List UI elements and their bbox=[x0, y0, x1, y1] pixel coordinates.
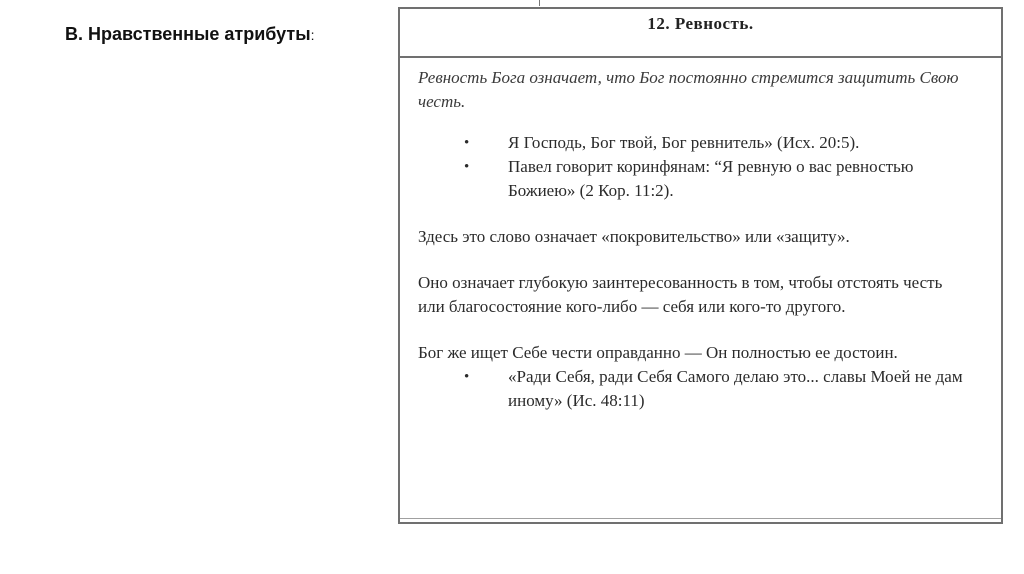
lead-paragraph: Ревность Бога означает, что Бог постоянно стремится защитить Свою честь. bbox=[418, 68, 959, 111]
paragraph-interest: Оно означает глубокую заинтересованность в том, чтобы отстоять честь или благосостояние кого-либо — себя или кого-то другого. bbox=[418, 273, 943, 316]
bullet-list-quotes bbox=[418, 131, 973, 203]
document-title: 12. Ревность. bbox=[647, 14, 754, 33]
slide-heading bbox=[65, 24, 315, 45]
list-item bbox=[418, 365, 973, 413]
bullet-list-isaiah bbox=[418, 365, 973, 413]
scan-artifact-mark bbox=[539, 0, 540, 6]
slide-heading-text: В. Нравственные атрибуты bbox=[65, 24, 311, 44]
list-item-text: Я Господь, Бог твой, Бог ревнитель» (Исх. 20:5). bbox=[508, 133, 860, 152]
scanned-document bbox=[398, 7, 1003, 524]
document-body bbox=[400, 58, 1001, 413]
slide-heading-colon: : bbox=[310, 27, 315, 43]
list-item bbox=[418, 131, 973, 155]
list-item-text: Павел говорит коринфянам: “Я ревную о вас ревностью Божиею» (2 Кор. 11:2). bbox=[508, 157, 914, 200]
paragraph-meaning: Здесь это слово означает «покровительство» или «защиту». bbox=[418, 227, 850, 246]
list-item bbox=[418, 155, 973, 203]
document-bottom-rule bbox=[400, 518, 1001, 522]
list-item-text: «Ради Себя, ради Себя Самого делаю это... славы Моей не дам иному» (Ис. 48:11) bbox=[508, 367, 963, 410]
bullet-icon: • bbox=[464, 135, 470, 151]
bullet-icon: • bbox=[464, 159, 470, 175]
bullet-icon: • bbox=[464, 369, 470, 385]
document-header bbox=[400, 9, 1001, 58]
paragraph-honor: Бог же ищет Себе чести оправданно — Он полностью ее достоин. bbox=[418, 343, 898, 362]
